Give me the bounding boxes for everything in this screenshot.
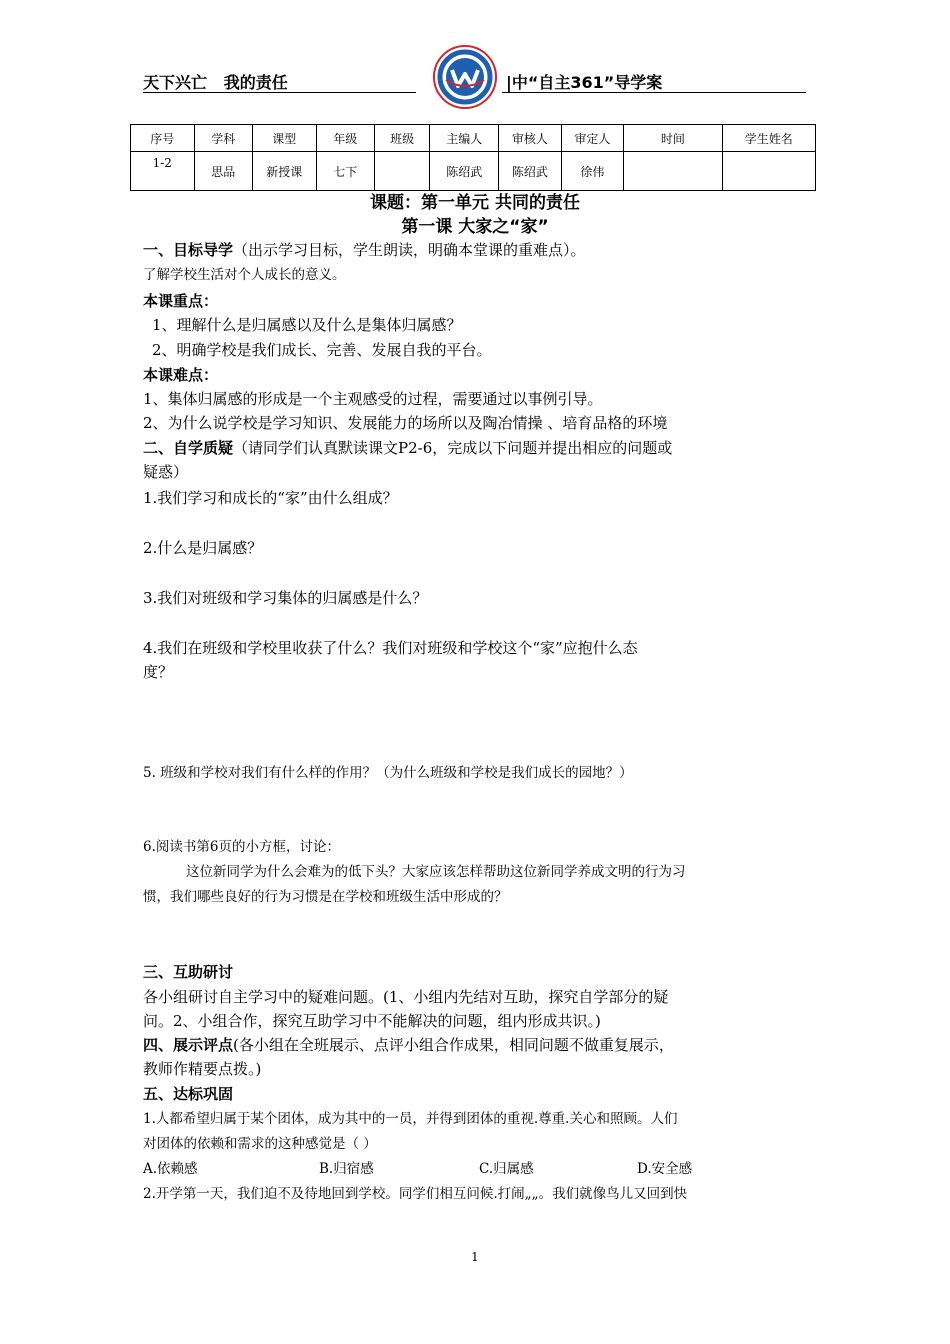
question-6-text-cont: 惯，我们哪些良好的行为习惯是在学校和班级生活中形成的？ [143, 889, 508, 905]
table-header-cell: 课型 [253, 125, 317, 152]
learning-goal: 了解学校生活对个人成长的意义。 [143, 267, 346, 283]
section-4-line [143, 1033, 813, 1057]
section-2-line [143, 436, 813, 460]
difficult-points-heading: 本课难点： [143, 366, 219, 384]
section-2-note: （请同学们认真默读课文P2-6，完成以下问题并提出相应的问题或 [233, 439, 673, 457]
table-cell: 陈绍武 [430, 152, 499, 191]
question-5: 5. 班级和学校对我们有什么样的作用？（为什么班级和学校是我们成长的园地？） [143, 765, 633, 781]
table-cell [624, 152, 722, 191]
header-underline-right [502, 92, 806, 93]
lesson-title: 课题：第一单元 共同的责任 [370, 193, 580, 213]
table-cell: 陈绍武 [499, 152, 562, 191]
table-cell: 1-2 [131, 152, 195, 191]
exercise-1-options [143, 1157, 813, 1181]
table-header-cell: 学科 [194, 125, 252, 152]
section-1-note: （出示学习目标，学生朗读，明确本堂课的重难点）。 [233, 241, 586, 259]
question-6-text: 这位新同学为什么会难为的低下头？大家应该怎样帮助这位新同学养成文明的行为习 [186, 864, 686, 880]
lesson-subtitle: 第一课 大家之“家” [401, 217, 549, 237]
difficult-point: 1、集体归属感的形成是一个主观感受的过程，需要通过以事例引导。 [143, 390, 603, 408]
question-4-cont: 度？ [143, 663, 174, 681]
question-4: 4.我们在班级和学校里收获了什么？我们对班级和学校这个“家”应抱什么态 [143, 639, 638, 657]
table-header-cell: 班级 [375, 125, 430, 152]
section-3-text-cont: 问。2、小组合作，探究互助学习中不能解决的问题，组内形成共识。) [143, 1012, 601, 1030]
table-header-cell: 时间 [624, 125, 722, 152]
section-3-heading: 三、互助研讨 [143, 963, 234, 981]
table-cell: 七下 [316, 152, 374, 191]
info-table [130, 124, 816, 191]
table-cell [375, 152, 430, 191]
table-header-cell: 学生姓名 [722, 125, 815, 152]
header-right: |中“自主361”导学案 [506, 73, 663, 92]
table-cell: 新授课 [253, 152, 317, 191]
section-4-text: (各小组在全班展示、点评小组合作成果，相同问题不做重复展示， [233, 1036, 674, 1054]
table-cell: 思品 [194, 152, 252, 191]
option-a: A.依赖感 [143, 1161, 198, 1177]
option-d: D.安全感 [637, 1161, 693, 1177]
table-header-cell: 序号 [131, 125, 195, 152]
table-cell: 徐伟 [561, 152, 624, 191]
exercise-2: 2.开学第一天，我们迫不及待地回到学校。同学们相互问候.打闹„„。我们就像鸟儿又回到快 [143, 1186, 688, 1202]
key-points-heading: 本课重点： [143, 292, 219, 310]
section-4-text-cont: 教师作精要点拨。) [143, 1060, 262, 1078]
key-point: 1、理解什么是归属感以及什么是集体归属感？ [152, 316, 462, 334]
header-left: 天下兴亡 我的责任 [143, 73, 288, 92]
table-header-cell: 主编人 [430, 125, 499, 152]
table-cell [722, 152, 815, 191]
section-2-heading: 二、自学质疑 [143, 439, 234, 457]
section-5-heading: 五、达标巩固 [143, 1085, 234, 1103]
school-logo [432, 44, 498, 110]
question-1: 1.我们学习和成长的“家”由什么组成？ [143, 489, 398, 507]
question-6: 6.阅读书第6页的小方框，讨论： [143, 839, 340, 855]
header-underline-left [143, 92, 416, 93]
option-c: C.归属感 [479, 1161, 534, 1177]
section-4-heading: 四、展示评点 [143, 1036, 234, 1054]
section-2-note-cont: 疑惑） [143, 463, 189, 481]
exercise-1: 1.人都希望归属于某个团体，成为其中的一员，并得到团体的重视.尊重.关心和照顾。人们 [143, 1111, 678, 1127]
key-point: 2、明确学校是我们成长、完善、发展自我的平台。 [152, 341, 492, 359]
option-b: B.归宿感 [319, 1161, 374, 1177]
table-header-cell: 年级 [316, 125, 374, 152]
table-header-cell: 审核人 [499, 125, 562, 152]
table-header-cell: 审定人 [561, 125, 624, 152]
section-3-text: 各小组研讨自主学习中的疑难问题。(1、小组内先结对互助，探究自学部分的疑 [143, 988, 669, 1006]
question-2: 2.什么是归属感？ [143, 539, 263, 557]
section-1-line [143, 238, 813, 262]
section-1-heading: 一、目标导学 [143, 241, 234, 259]
exercise-1-cont: 对团体的依赖和需求的这种感觉是（ ） [143, 1136, 377, 1152]
page-number: 1 [471, 1250, 479, 1264]
question-3: 3.我们对班级和学习集体的归属感是什么？ [143, 589, 428, 607]
difficult-point: 2、为什么说学校是学习知识、发展能力的场所以及陶冶情操 、培育品格的环境 [143, 414, 668, 432]
